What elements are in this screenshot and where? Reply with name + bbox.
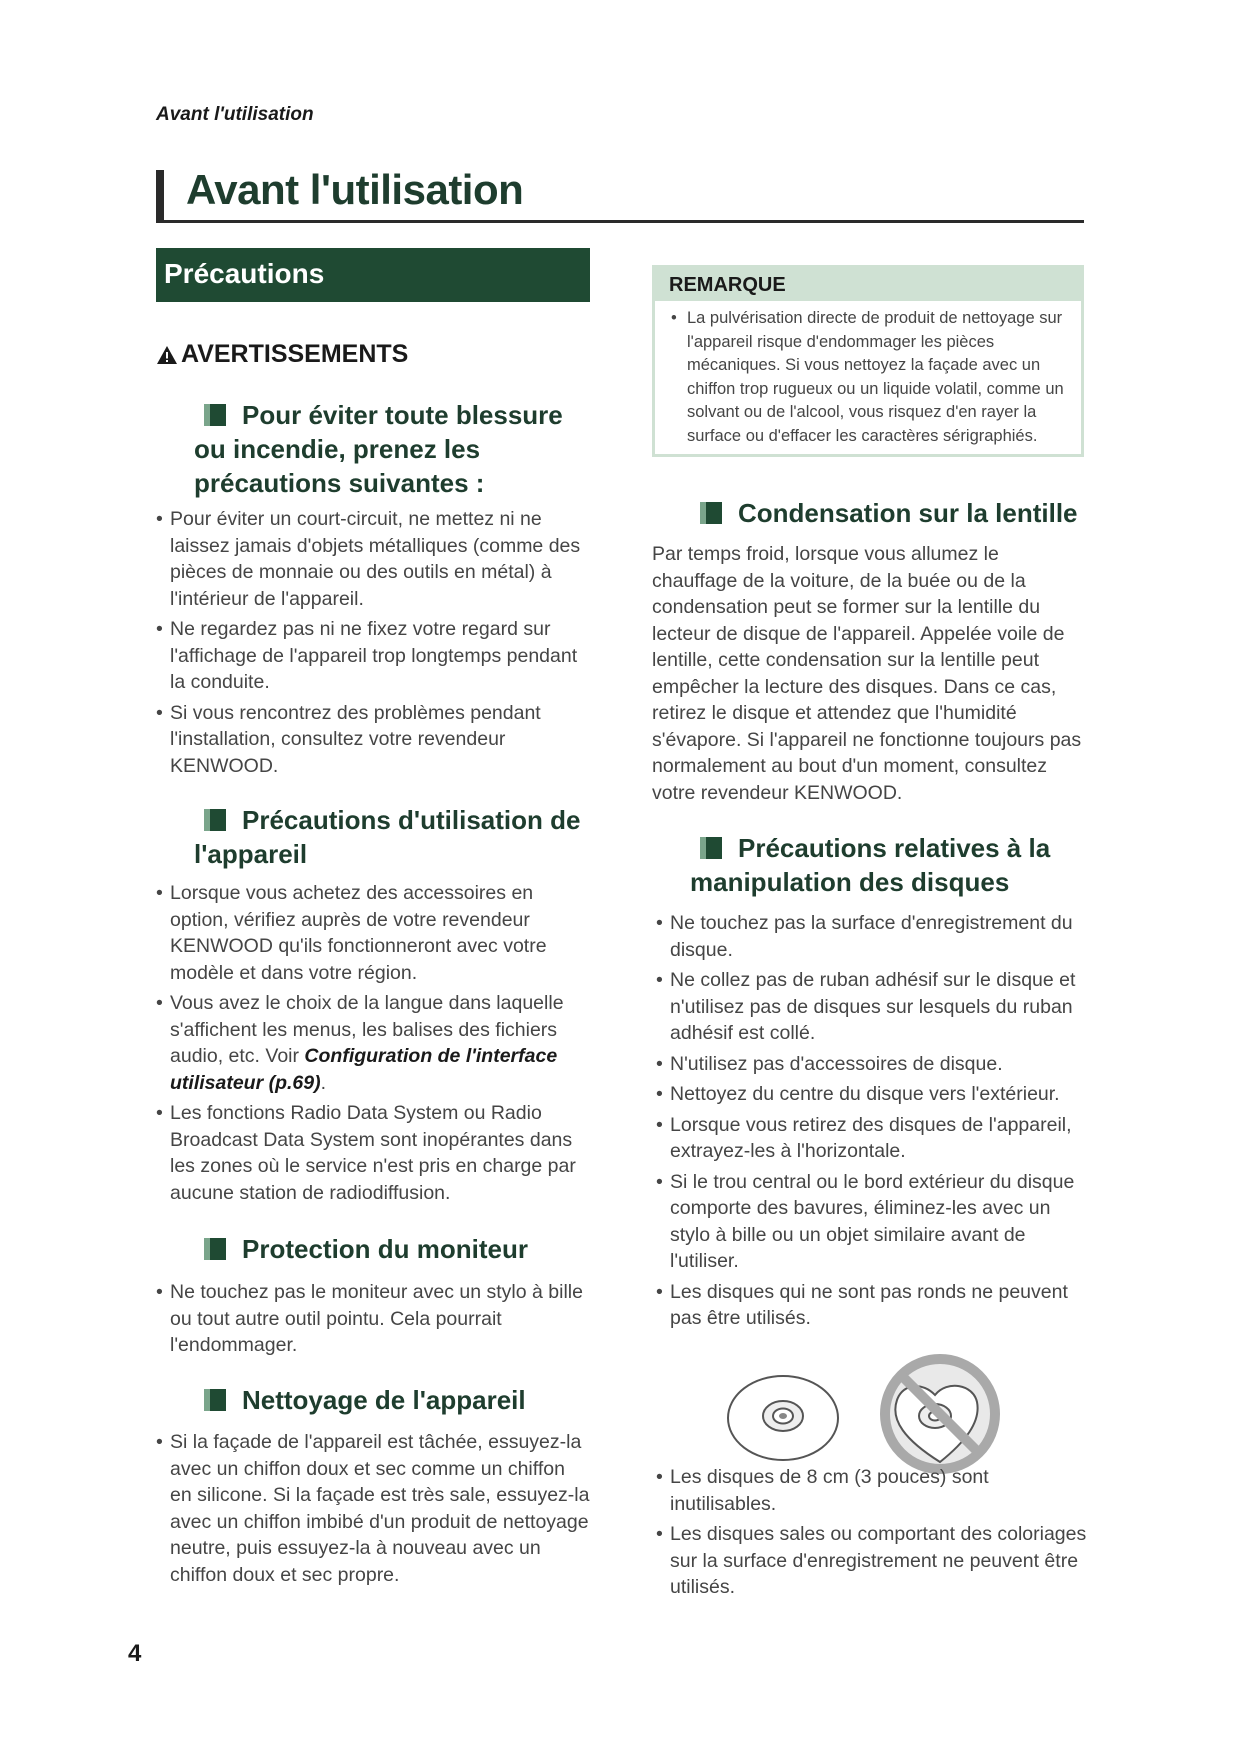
- round-disc-icon: [728, 1376, 838, 1460]
- injury-bullet-list: [156, 506, 592, 783]
- heading-injury-fire: Pour éviter toute blessure ou incendie, prenez les précautions suivantes :: [194, 400, 563, 498]
- list-item: • Ne collez pas de ruban adhésif sur le disque et n'utilisez pas de disques sur lesquels du ruban adhésif est collé.: [656, 967, 1092, 1047]
- note-heading: REMARQUE: [655, 268, 1081, 301]
- section-square-icon: [204, 404, 226, 426]
- list-item: • Pour éviter un court-circuit, ne mettez ni ne laissez jamais d'objets métalliques (comme des pièces de monnaie ou des outils en métal) à l'intérieur de l'appareil.: [156, 506, 592, 612]
- note-body: • La pulvérisation directe de produit de nettoyage sur l'appareil risque d'endommager les pièces mécaniques. Si vous nettoyez la façade avec un chiffon trop rugueux ou un liquide volatil, comme un solvant ou de l'alcool, vous risquez d'en rayer la surface ou d'effacer les caractères sérigraphiés.: [655, 301, 1081, 448]
- section-square-icon: [204, 1238, 226, 1260]
- list-item: • Si le trou central ou le bord extérieur du disque comporte des bavures, éliminez-les avec un stylo à bille ou un objet similaire avant de l'utiliser.: [656, 1169, 1092, 1275]
- warnings-heading-text: AVERTISSEMENTS: [181, 340, 409, 368]
- list-item: • Lorsque vous retirez des disques de l'appareil, extrayez-les à l'horizontale.: [656, 1112, 1092, 1165]
- heading-disc-handling: Précautions relatives à la manipulation des disques: [690, 833, 1051, 897]
- monitor-bullet-list: [156, 1279, 592, 1363]
- usage-bullet-list: [156, 880, 592, 1210]
- list-item: • Ne touchez pas la surface d'enregistrement du disque.: [656, 910, 1092, 963]
- warning-triangle-icon: [156, 345, 178, 365]
- page-number: 4: [128, 1640, 142, 1667]
- section-square-icon: [700, 837, 722, 859]
- list-item: • Lorsque vous achetez des accessoires en option, vérifiez auprès de votre revendeur KENWOOD qu'ils fonctionneront avec votre modèle et dans votre région.: [156, 880, 592, 986]
- section-square-icon: [204, 809, 226, 831]
- list-item: • Ne regardez pas ni ne fixez votre regard sur l'affichage de l'appareil trop longtemps pendant la conduite.: [156, 616, 592, 696]
- page-title: Avant l'utilisation: [186, 166, 524, 213]
- prohibited-heart-disc-icon: [885, 1359, 995, 1469]
- reference-link-ui-config[interactable]: Configuration de l'interface utilisateur (p.69): [170, 1045, 558, 1094]
- list-item: • Les disques qui ne sont pas ronds ne peuvent pas être utilisés.: [656, 1279, 1092, 1332]
- section-square-icon: [700, 502, 722, 524]
- cleaning-bullet-list: [156, 1429, 592, 1592]
- list-item: • Ne touchez pas le moniteur avec un stylo à bille ou tout autre outil pointu. Cela pourrait l'endommager.: [156, 1279, 592, 1359]
- disc-bullet-list-2: [656, 1464, 1092, 1605]
- list-item: • Si la façade de l'appareil est tâchée, essuyez-la avec un chiffon doux et sec comme un chiffon en silicone. Si la façade est très sale, essuyez-la avec un chiffon imbibé d'un produit de nettoyage neutre, puis essuyez-la à nouveau avec un chiffon doux et sec propre.: [156, 1429, 592, 1588]
- note-text: La pulvérisation directe de produit de nettoyage sur l'appareil risque d'endommager les pièces mécaniques. Si vous nettoyez la façade avec un chiffon trop rugueux ou un liquide volatil, comme un solvant ou de l'alcool, vous risquez d'en rayer la surface ou d'effacer les caractères sérigraphiés.: [687, 309, 1064, 445]
- condensation-paragraph: Par temps froid, lorsque vous allumez le chauffage de la voiture, de la buée ou de la condensation peut se former sur la lentille du lecteur de disque de l'appareil. Appelée voile de lentille, cette condensation sur la lentille peut empêcher la lecture des disques. Dans ce cas, retirez le disque et attendez que l'humidité s'évapore. Si l'appareil ne fonctionne toujours pas normalement au bout d'un moment, consultez votre revendeur KENWOOD.: [652, 543, 1082, 804]
- disc-bullet-list: [656, 910, 1092, 1336]
- list-item: • Si vous rencontrez des problèmes pendant l'installation, consultez votre revendeur KENWOOD.: [156, 700, 592, 780]
- list-item: • Les disques de 8 cm (3 pouces) sont inutilisables.: [656, 1464, 1092, 1517]
- heading-usage-precautions: Précautions d'utilisation de l'appareil: [194, 805, 581, 869]
- disc-illustration: [725, 1350, 1015, 1480]
- list-item: • N'utilisez pas d'accessoires de disque.: [656, 1051, 1092, 1078]
- heading-lens-condensation: Condensation sur la lentille: [700, 496, 1120, 530]
- list-item: • Nettoyez du centre du disque vers l'extérieur.: [656, 1081, 1092, 1108]
- list-item: • Les disques sales ou comportant des coloriages sur la surface d'enregistrement ne peuvent être utilisés.: [656, 1521, 1092, 1601]
- list-item: • Les fonctions Radio Data System ou Radio Broadcast Data System sont inopérantes dans les zones où le service n'est pris en charge par aucune station de radiodiffusion.: [156, 1100, 592, 1206]
- title-divider: [156, 220, 1084, 223]
- note-box: [652, 265, 1084, 457]
- section-band-precautions: Précautions: [156, 248, 590, 302]
- heading-monitor-protection: Protection du moniteur: [204, 1232, 624, 1266]
- list-item: • Vous avez le choix de la langue dans laquelle s'affichent les menus, les balises des fichiers audio, etc. Voir Configuration de l'interface utilisateur (p.69).: [156, 990, 592, 1096]
- section-square-icon: [204, 1389, 226, 1411]
- title-bar-marker: [156, 170, 164, 222]
- heading-cleaning: Nettoyage de l'appareil: [204, 1383, 624, 1417]
- running-head: Avant l'utilisation: [156, 104, 314, 125]
- warnings-heading: [156, 340, 408, 369]
